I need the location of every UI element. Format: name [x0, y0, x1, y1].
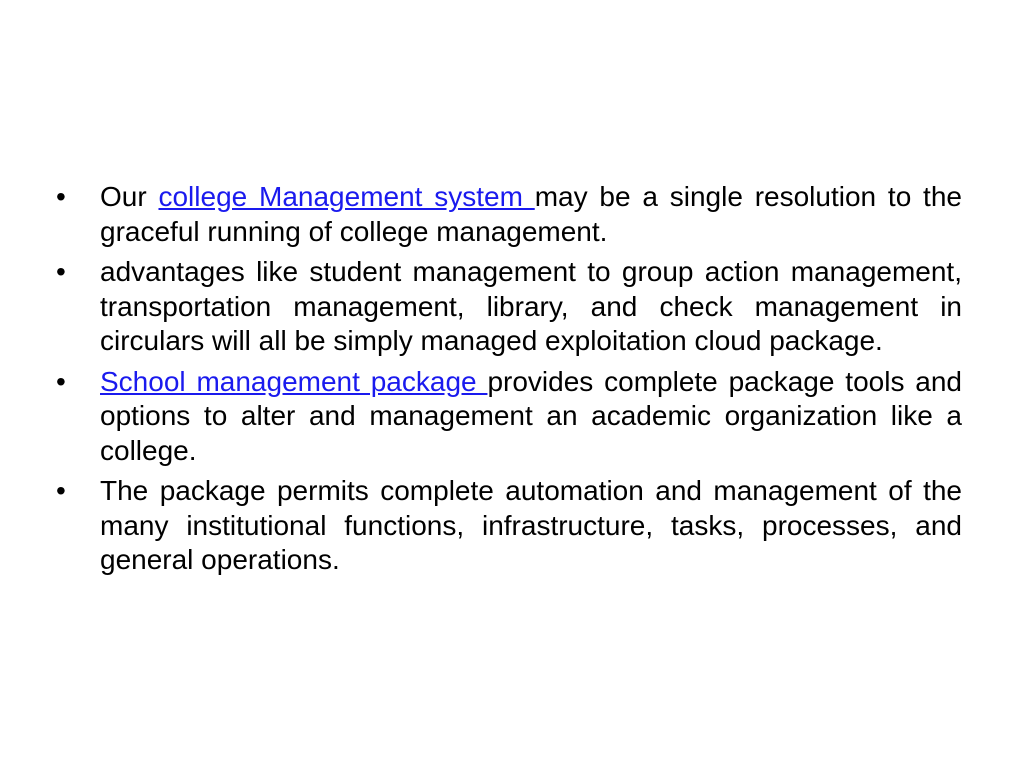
bullet-list [56, 180, 962, 584]
college-management-system-link[interactable]: college Management system [158, 181, 535, 212]
bullet-icon: • [56, 365, 66, 397]
bullet-item-3 [56, 365, 962, 469]
bullet-1-text-after: may be a single resolution to the graceful running of college management. [100, 181, 962, 247]
bullet-1-text-before: Our [100, 181, 159, 212]
bullet-icon: • [56, 475, 66, 506]
bullet-icon: • [56, 256, 66, 287]
bullet-4-text: The package permits complete automation and management of the many institutional functions, infrastructure, tasks, processes, and general operations. [100, 475, 962, 575]
bullet-icon: • [56, 181, 66, 212]
bullet-item-4 [56, 474, 962, 578]
bullet-3-text-after: provides complete package tools and options to alter and management an academic organization like a college. [100, 365, 962, 466]
bullet-item-2 [56, 255, 962, 359]
school-management-package-link[interactable]: School management package [100, 365, 488, 397]
bullet-2-text: advantages like student management to group action management, transportation management, library, and check management in circulars will all be simply managed exploitation cloud package. [100, 256, 962, 356]
bullet-item-1 [56, 180, 962, 249]
